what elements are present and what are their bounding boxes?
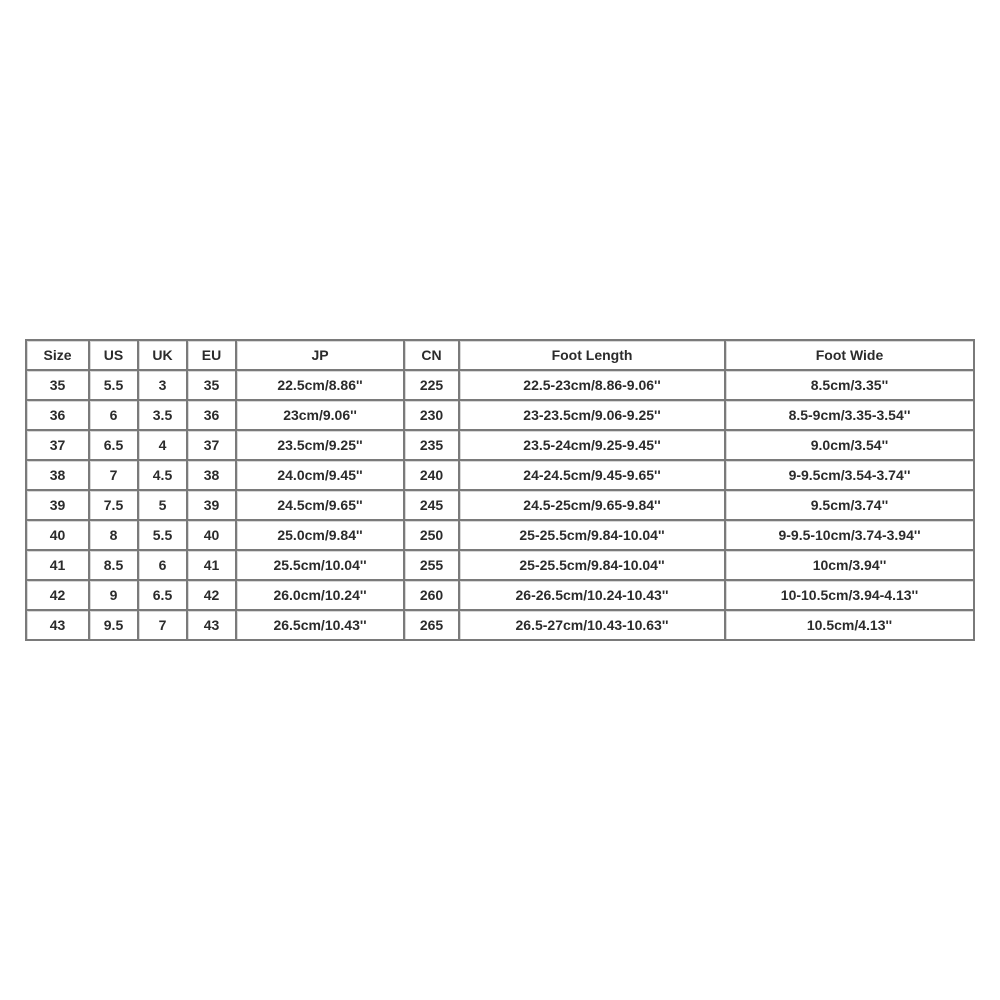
cell-us: 9 bbox=[90, 581, 139, 611]
size-chart-header bbox=[27, 341, 973, 371]
cell-size: 39 bbox=[27, 491, 90, 521]
cell-foot-wide: 10cm/3.94'' bbox=[726, 551, 973, 581]
cell-us: 7 bbox=[90, 461, 139, 491]
cell-foot-wide: 10.5cm/4.13'' bbox=[726, 611, 973, 639]
cell-foot-wide: 9-9.5cm/3.54-3.74'' bbox=[726, 461, 973, 491]
cell-us: 8.5 bbox=[90, 551, 139, 581]
cell-size: 35 bbox=[27, 371, 90, 401]
cell-jp: 25.0cm/9.84'' bbox=[237, 521, 405, 551]
cell-eu: 41 bbox=[188, 551, 237, 581]
table-row bbox=[27, 461, 973, 491]
cell-foot-length: 26-26.5cm/10.24-10.43'' bbox=[460, 581, 726, 611]
cell-cn: 245 bbox=[405, 491, 460, 521]
cell-foot-wide: 9.0cm/3.54'' bbox=[726, 431, 973, 461]
table-row bbox=[27, 581, 973, 611]
cell-jp: 25.5cm/10.04'' bbox=[237, 551, 405, 581]
size-chart-table bbox=[25, 339, 975, 641]
cell-jp: 23cm/9.06'' bbox=[237, 401, 405, 431]
cell-eu: 40 bbox=[188, 521, 237, 551]
cell-cn: 225 bbox=[405, 371, 460, 401]
cell-us: 5.5 bbox=[90, 371, 139, 401]
cell-jp: 26.0cm/10.24'' bbox=[237, 581, 405, 611]
header-foot-wide: Foot Wide bbox=[726, 341, 973, 371]
header-us: US bbox=[90, 341, 139, 371]
cell-uk: 5.5 bbox=[139, 521, 188, 551]
cell-foot-length: 24-24.5cm/9.45-9.65'' bbox=[460, 461, 726, 491]
cell-eu: 35 bbox=[188, 371, 237, 401]
cell-us: 6.5 bbox=[90, 431, 139, 461]
cell-foot-wide: 10-10.5cm/3.94-4.13'' bbox=[726, 581, 973, 611]
cell-size: 42 bbox=[27, 581, 90, 611]
cell-us: 7.5 bbox=[90, 491, 139, 521]
table-row bbox=[27, 371, 973, 401]
cell-size: 37 bbox=[27, 431, 90, 461]
header-uk: UK bbox=[139, 341, 188, 371]
cell-size: 43 bbox=[27, 611, 90, 639]
cell-uk: 6 bbox=[139, 551, 188, 581]
cell-foot-length: 24.5-25cm/9.65-9.84'' bbox=[460, 491, 726, 521]
cell-jp: 24.5cm/9.65'' bbox=[237, 491, 405, 521]
header-cn: CN bbox=[405, 341, 460, 371]
cell-size: 36 bbox=[27, 401, 90, 431]
cell-foot-wide: 9.5cm/3.74'' bbox=[726, 491, 973, 521]
cell-uk: 6.5 bbox=[139, 581, 188, 611]
cell-cn: 250 bbox=[405, 521, 460, 551]
cell-cn: 265 bbox=[405, 611, 460, 639]
cell-cn: 260 bbox=[405, 581, 460, 611]
cell-foot-wide: 8.5-9cm/3.35-3.54'' bbox=[726, 401, 973, 431]
cell-us: 9.5 bbox=[90, 611, 139, 639]
cell-jp: 26.5cm/10.43'' bbox=[237, 611, 405, 639]
cell-foot-length: 25-25.5cm/9.84-10.04'' bbox=[460, 551, 726, 581]
header-eu: EU bbox=[188, 341, 237, 371]
cell-foot-length: 26.5-27cm/10.43-10.63'' bbox=[460, 611, 726, 639]
cell-us: 6 bbox=[90, 401, 139, 431]
table-row bbox=[27, 401, 973, 431]
cell-jp: 23.5cm/9.25'' bbox=[237, 431, 405, 461]
cell-foot-wide: 9-9.5-10cm/3.74-3.94'' bbox=[726, 521, 973, 551]
cell-foot-wide: 8.5cm/3.35'' bbox=[726, 371, 973, 401]
table-row bbox=[27, 491, 973, 521]
cell-cn: 240 bbox=[405, 461, 460, 491]
cell-foot-length: 23-23.5cm/9.06-9.25'' bbox=[460, 401, 726, 431]
cell-uk: 3 bbox=[139, 371, 188, 401]
table-row bbox=[27, 611, 973, 639]
cell-eu: 37 bbox=[188, 431, 237, 461]
table-row bbox=[27, 521, 973, 551]
cell-size: 38 bbox=[27, 461, 90, 491]
cell-jp: 24.0cm/9.45'' bbox=[237, 461, 405, 491]
cell-eu: 43 bbox=[188, 611, 237, 639]
header-foot-length: Foot Length bbox=[460, 341, 726, 371]
cell-eu: 38 bbox=[188, 461, 237, 491]
cell-foot-length: 23.5-24cm/9.25-9.45'' bbox=[460, 431, 726, 461]
size-chart-body bbox=[27, 371, 973, 639]
cell-uk: 4.5 bbox=[139, 461, 188, 491]
cell-foot-length: 25-25.5cm/9.84-10.04'' bbox=[460, 521, 726, 551]
table-row bbox=[27, 431, 973, 461]
cell-size: 40 bbox=[27, 521, 90, 551]
cell-eu: 36 bbox=[188, 401, 237, 431]
header-row bbox=[27, 341, 973, 371]
cell-size: 41 bbox=[27, 551, 90, 581]
table-row bbox=[27, 551, 973, 581]
cell-cn: 235 bbox=[405, 431, 460, 461]
cell-eu: 42 bbox=[188, 581, 237, 611]
cell-cn: 230 bbox=[405, 401, 460, 431]
cell-uk: 7 bbox=[139, 611, 188, 639]
cell-uk: 5 bbox=[139, 491, 188, 521]
cell-jp: 22.5cm/8.86'' bbox=[237, 371, 405, 401]
cell-foot-length: 22.5-23cm/8.86-9.06'' bbox=[460, 371, 726, 401]
header-jp: JP bbox=[237, 341, 405, 371]
cell-us: 8 bbox=[90, 521, 139, 551]
cell-uk: 4 bbox=[139, 431, 188, 461]
cell-cn: 255 bbox=[405, 551, 460, 581]
header-size: Size bbox=[27, 341, 90, 371]
cell-eu: 39 bbox=[188, 491, 237, 521]
cell-uk: 3.5 bbox=[139, 401, 188, 431]
